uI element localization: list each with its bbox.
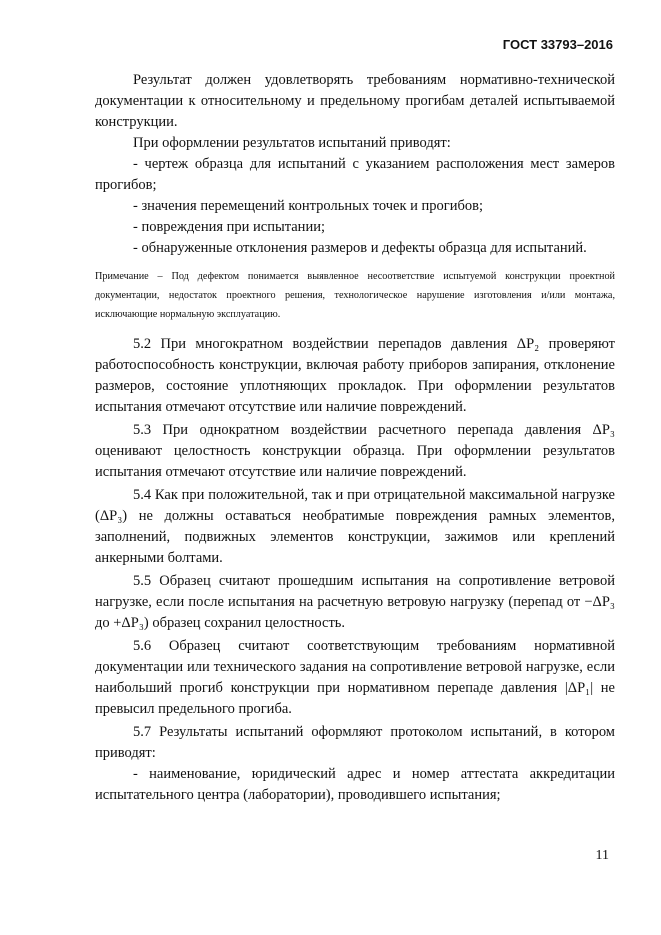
section-5-7: 5.7 Результаты испытаний оформляют протоколом испытаний, в котором приводят: [95, 724, 615, 761]
paragraph-results-intro: При оформлении результатов испытаний приводят: [133, 135, 451, 151]
list-item-damage: - повреждения при испытании; [133, 219, 325, 235]
list-item-lab-info: - наименование, юридический адрес и номер аттестата аккредитации испытательного центра (лаборатории), проводившего испытания; [95, 766, 615, 803]
note-paragraph: Примечание – Под дефектом понимается выявленное несоответствие испытуемой конструкции проектной документации, недостаток проектного решения, технологическое нарушение изготовления и/или монтажа, исключающие нормальную эксплуатацию. [95, 271, 615, 320]
section-5-4: 5.4 Как при положительной, так и при отрицательной максимальной нагрузке (ΔP₃) не должны оставаться необратимые повреждения рамных элементов, заполнений, подвижных элементов конструкции, зажимов или креплений анкерными болтами. [95, 487, 615, 566]
document-header: ГОСТ 33793–2016 [502, 37, 613, 52]
section-5-5: 5.5 Образец считают прошедшим испытания на сопротивление ветровой нагрузке, если после испытания на расчетную ветровую нагрузку (перепад от −ΔP₃ до +ΔP₃) образец сохранил целостность. [95, 573, 615, 631]
list-item-displacements: - значения перемещений контрольных точек и прогибов; [133, 198, 483, 214]
document-body [95, 70, 615, 806]
section-5-6: 5.6 Образец считают соответствующим требованиям нормативной документации или технического задания на сопротивление ветровой нагрузке, если наибольший прогиб конструкции при нормативном перепаде давления |ΔP₁| не превысил предельного прогиба. [95, 638, 615, 717]
list-item-deviations: - обнаруженные отклонения размеров и дефекты образца для испытаний. [133, 240, 587, 256]
list-item-drawing: - чертеж образца для испытаний с указанием расположения мест замеров прогибов; [95, 156, 615, 193]
page-number: 11 [595, 848, 609, 863]
section-5-3: 5.3 При однократном воздействии расчетного перепада давления ΔP₃ оценивают целостность конструкции образца. При оформлении результатов испытания отмечают отсутствие или наличие повреждений. [95, 422, 615, 480]
section-5-2: 5.2 При многократном воздействии перепадов давления ΔP₂ проверяют работоспособность конструкции, включая работу приборов запирания, отклонение размеров, состояние уплотняющих прокладок. При оформлении результатов испытания отмечают отсутствие или наличие повреждений. [95, 336, 615, 415]
paragraph-result-requirement: Результат должен удовлетворять требованиям нормативно-технической документации к относительному и предельному прогибам деталей испытываемой конструкции. [95, 72, 615, 130]
